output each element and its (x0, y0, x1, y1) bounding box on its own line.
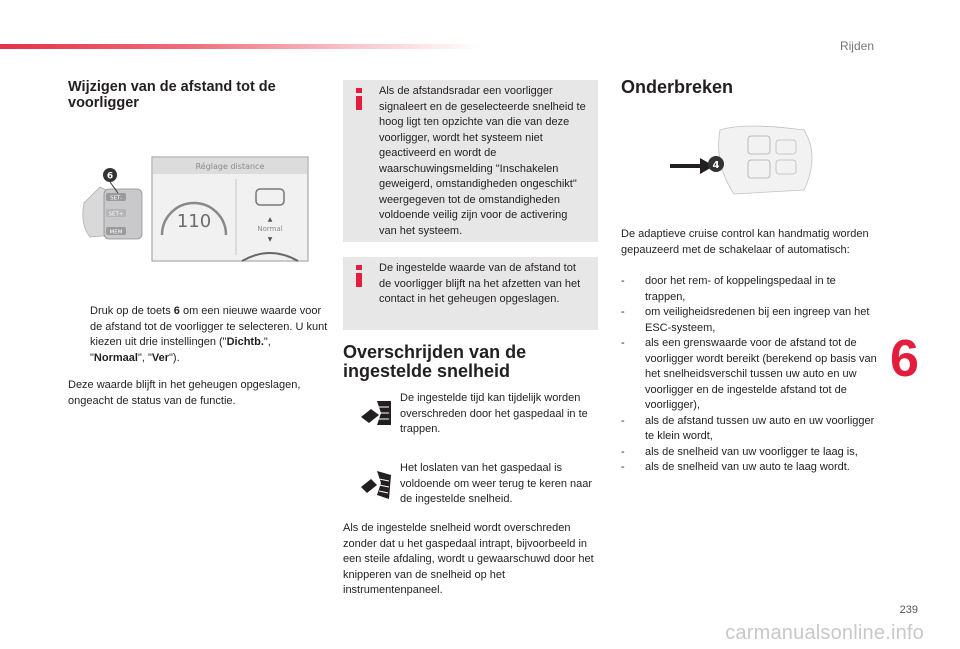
memory-paragraph: Deze waarde blijft in het geheugen opgeslagen, ongeacht de status van de functie. (68, 379, 301, 407)
pause-switch-illustration (664, 120, 822, 198)
option-close: Dichtb. (226, 336, 264, 348)
dial-value: 110 (176, 211, 212, 232)
option-far: Ver (151, 351, 169, 364)
info-box (343, 257, 598, 330)
button-label: SET+ (108, 211, 124, 218)
list-item: - als de snelheid van uw voorligger te laag is, (621, 445, 858, 458)
section-heading-distance: Wijzigen van de afstand tot de voorligger (68, 79, 276, 111)
pause-conditions-list (621, 274, 877, 476)
watermark: carmanualsonline.info (725, 622, 924, 644)
info-icon (356, 88, 362, 110)
key-number: 6 (173, 305, 180, 317)
button-label: MEM (109, 229, 123, 236)
pedal-release-text: Het loslaten van het gaspedaal is voldoende om weer terug te keren naar de ingestelde snelheid. (400, 462, 593, 505)
callout-number: 6 (106, 171, 114, 182)
section-heading-overspeed: Overschrijden van de ingestelde snelheid (343, 342, 527, 381)
info-icon (356, 265, 362, 287)
svg-text:▼: ▼ (267, 236, 273, 243)
accelerator-press-icon (357, 395, 395, 429)
overspeed-paragraph: Als de ingestelde snelheid wordt overschreden zonder dat u het gaspedaal intrapt, bijvoorbeeld in een steile afdaling, wordt u gewaarschuwd door het knipperen van de snelheid op het instrumentenpaneel. (343, 522, 594, 596)
section-heading-pause: Onderbreken (621, 77, 734, 97)
page-number: 239 (899, 604, 918, 616)
button-label: SET- (110, 195, 122, 202)
list-item: - om veiligheidsredenen bij een ingreep van het ESC-systeem, (621, 306, 870, 334)
list-item: - door het rem- of koppelingspedaal in te trappen, (621, 275, 836, 303)
screen-title: Réglage distance (195, 162, 265, 171)
header-accent-bar (0, 44, 480, 49)
option-normal: Normaal (93, 351, 138, 364)
pause-intro: De adaptieve cruise control kan handmatig worden gepauzeerd met de schakelaar of automatisch: (621, 228, 869, 256)
info-text: De ingestelde waarde van de afstand tot de voorligger blijft na het afzetten van het contact in het geheugen opgeslagen. (379, 262, 581, 305)
list-item: - als de afstand tussen uw auto en uw voorligger te klein wordt, (621, 414, 875, 442)
distance-setting-illustration (76, 155, 310, 263)
info-text: Als de afstandsradar een voorligger signaleert en de geselecteerde snelheid te hoog ligt ten opzichte van die van deze voorligger, wordt het systeem niet geactiveerd en wordt de waarschuwingsmelding "Inschakelen geweigerd, omstandigheden ongeschikt" weergegeven tot de omstandigheden voldoende veilig zijn voor de activering van het systeem. (379, 85, 586, 237)
list-item: - als een grenswaarde voor de afstand tot de voorligger wordt bereikt (berekend op basis van het snelheidsverschil tussen uw auto en uw voorligger en de ingestelde afstand tot de voorligger), (621, 337, 877, 411)
pedal-press-text: De ingestelde tijd kan tijdelijk worden overschreden door het gaspedaal in te trappen. (400, 392, 588, 435)
accelerator-release-icon (357, 467, 395, 501)
svg-text:▲: ▲ (267, 216, 273, 223)
info-box (343, 80, 598, 242)
bullet-item (68, 304, 328, 366)
callout-number: 4 (712, 160, 720, 171)
list-item: - als de snelheid van uw auto te laag wordt. (621, 461, 850, 473)
chapter-title: Rijden (839, 39, 874, 53)
setting-label: Normal (257, 225, 283, 233)
chapter-number: 6 (890, 330, 919, 388)
callout-marker (708, 156, 724, 172)
callout-marker (103, 168, 117, 182)
bullet-text: Druk op de toets 6 om een nieuwe waarde voor de afstand tot de voorligger te selecteren. U kunt kiezen uit drie instellingen ("Dichtb.", "Normaal", "Ver"). (90, 305, 328, 364)
